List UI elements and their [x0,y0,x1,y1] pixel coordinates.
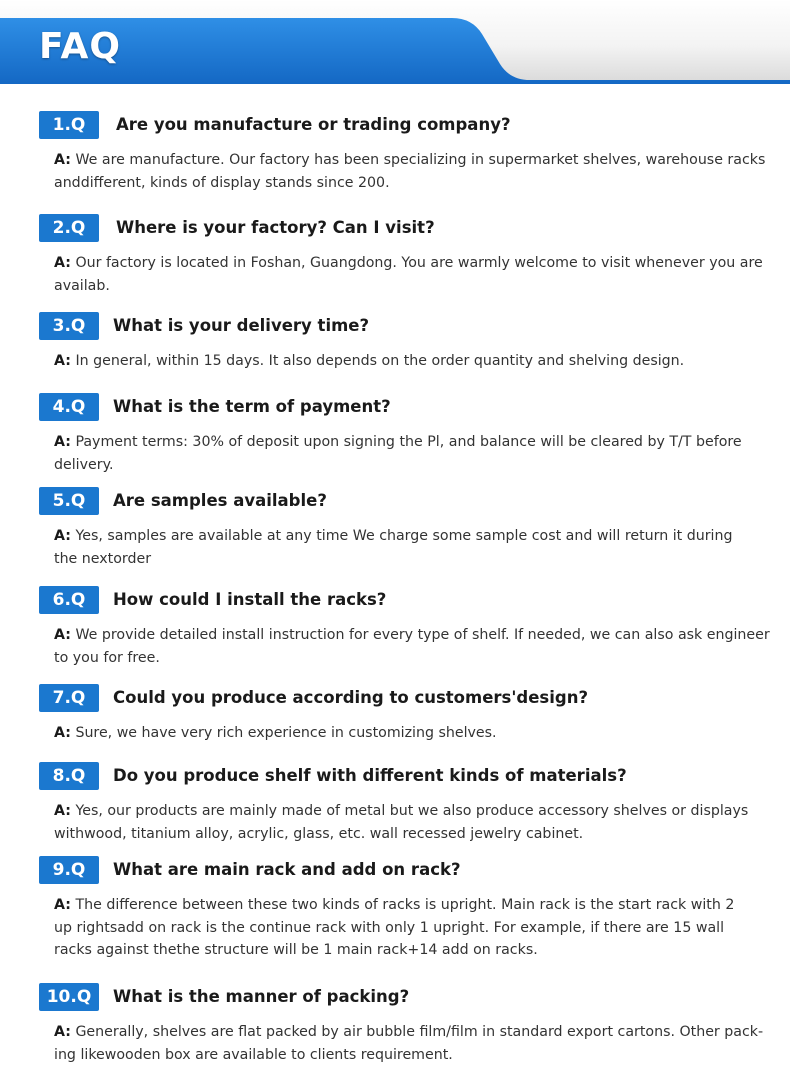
question-text: What is the term of payment? [113,397,391,416]
question-number-badge: 1.Q [39,111,99,139]
question-number-badge: 2.Q [39,214,99,242]
question-text: Where is your factory? Can I visit? [116,218,435,237]
answer-label: A: [54,353,71,369]
question-number-badge: 6.Q [39,586,99,614]
faq-item-9 [0,856,790,958]
answer-line: ing likewooden box are available to clients requirement. [54,1046,453,1063]
question-row [0,684,790,714]
answer-line: We provide detailed install instruction for every type of shelf. If needed, we can also ask engineer [75,627,770,643]
faq-item-8 [0,762,790,842]
answer-label: A: [54,434,71,450]
question-number-badge: 8.Q [39,762,99,790]
answer-label: A: [54,725,71,741]
answer-line: We are manufacture. Our factory has been specializing in supermarket shelves, warehouse racks [75,152,766,168]
question-row [0,312,790,342]
question-number-badge: 10.Q [39,983,99,1011]
question-row [0,393,790,423]
question-row [0,214,790,244]
answer-text [54,624,770,669]
answer-line: In general, within 15 days. It also depends on the order quantity and shelving design. [75,353,685,369]
question-number-badge: 5.Q [39,487,99,515]
answer-text [54,252,763,297]
answer-line: delivery. [54,456,114,473]
question-number-badge: 7.Q [39,684,99,712]
question-text: What is the manner of packing? [113,987,410,1006]
question-text: Are samples available? [113,491,327,510]
answer-label: A: [54,627,71,643]
faq-item-10 [0,983,790,1063]
faq-item-3 [0,312,790,369]
answer-line: to you for free. [54,649,160,666]
answer-text [54,894,734,962]
answer-text [54,149,766,194]
answer-label: A: [54,803,71,819]
question-text: How could I install the racks? [113,590,387,609]
answer-line: Sure, we have very rich experience in customizing shelves. [75,725,497,741]
question-number-badge: 3.Q [39,312,99,340]
faq-item-6 [0,586,790,666]
answer-line: Our factory is located in Foshan, Guangdong. You are warmly welcome to visit whenever you are [75,255,763,271]
answer-text [54,1021,764,1066]
question-number-badge: 4.Q [39,393,99,421]
answer-label: A: [54,897,71,913]
question-number-badge: 9.Q [39,856,99,884]
question-row [0,856,790,886]
question-text: What are main rack and add on rack? [113,860,461,879]
answer-line: Yes, our products are mainly made of metal but we also produce accessory shelves or displays [75,803,749,819]
answer-text [54,350,734,373]
question-text: Do you produce shelf with different kinds of materials? [113,766,627,785]
answer-text [54,525,734,570]
answer-line: availab. [54,277,110,294]
answer-line: Payment terms: 30% of deposit upon signing the Pl, and balance will be cleared by T/T before [75,434,742,450]
question-row [0,983,790,1013]
faq-item-5 [0,487,790,567]
question-text: Could you produce according to customers'design? [113,688,589,707]
answer-line: anddifferent, kinds of display stands since 200. [54,174,390,191]
answer-line: the nextorder [54,550,152,567]
answer-line: racks against thethe structure will be 1 main rack+14 add on racks. [54,942,538,958]
question-text: What is your delivery time? [113,316,370,335]
answer-label: A: [54,255,71,271]
answer-label: A: [54,1024,71,1040]
question-row [0,111,790,141]
question-text: Are you manufacture or trading company? [116,115,511,134]
answer-line: The difference between these two kinds of racks is upright. Main rack is the start rack with 2 [75,897,735,913]
page-title: FAQ [39,26,121,67]
answer-line: up rightsadd on rack is the continue rack with only 1 upright. For example, if there are 15 wall [54,919,725,936]
answer-line: Yes, samples are available at any time We charge some sample cost and will return it during [75,528,733,544]
faq-item-7 [0,684,790,741]
faq-item-4 [0,393,790,473]
answer-label: A: [54,152,71,168]
question-row [0,586,790,616]
answer-text [54,431,742,476]
answer-line: withwood, titanium alloy, acrylic, glass, etc. wall recessed jewelry cabinet. [54,825,584,842]
answer-line: Generally, shelves are flat packed by air bubble film/film in standard export cartons. Other pack- [75,1024,764,1040]
answer-text [54,800,749,845]
question-row [0,762,790,792]
answer-text [54,722,734,745]
question-row [0,487,790,517]
faq-item-2 [0,214,790,294]
faq-item-1 [0,111,790,191]
answer-label: A: [54,528,71,544]
